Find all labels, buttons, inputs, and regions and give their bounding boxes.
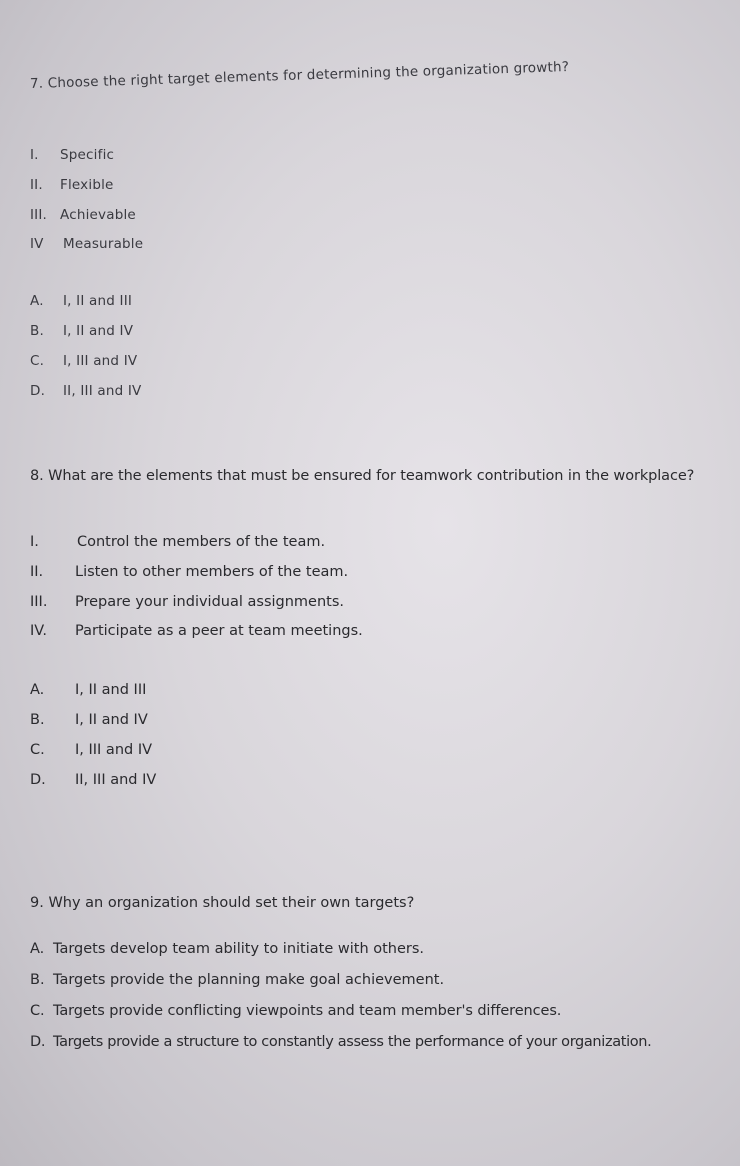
exam-page: 7. Choose the right target elements for determining the organization growth? I. Specific II. Flexible III. Achievable IV Measurable A. I, II and III B. I, II and IV C. I, III and IV D. II, III and IV 8. What are the elements that must be ensured for teamwork contribution in the workplace? I. Control the members of the team. II. Listen to other members of the team. III. Prepare your individual assignments. IV. Participate as a peer at team meetings. A. I, II and III B. I, II and IV C. I, III and IV D. II, III and IV 9. Why an organization should set their own targets? A. Targets develop team ability to initiate with others. B. Targets provide the planning make goal achievement. C. Targets provide conflicting viewpoints and team member's differences. D. Targets provide a structure to constantly assess the performance of your organization. [29,59,695,1050]
question-8-stem: 8. What are the elements that must be ensured for teamwork contribution in the workplace? [30,468,695,484]
question-7-stem: 7. Choose the right target elements for determining the organization growth? [29,59,570,92]
question-9-stem: 9. Why an organization should set their own targets? [30,895,415,911]
